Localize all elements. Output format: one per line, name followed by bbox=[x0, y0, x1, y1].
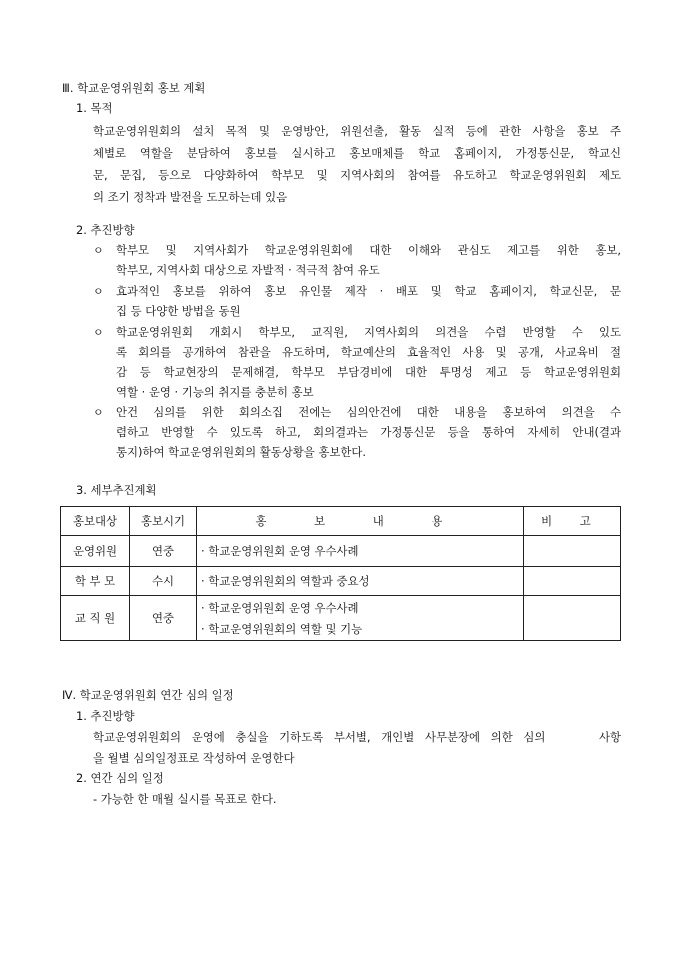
header-contents: 홍 보 내 용 bbox=[197, 507, 524, 536]
purpose-line: 학교운영위원회의 설치 목적 및 운영방안, 위원선출, 활동 실적 등에 관한 사항을 홍보 주 bbox=[93, 124, 621, 138]
bullet-icon: ㅇ bbox=[93, 326, 104, 339]
cell-target: 교 직 원 bbox=[61, 596, 130, 641]
purpose-line: 체별로 역할을 분담하여 홍보를 실시하고 홍보매체를 학교 홈페이지, 가정통신문, 학교신 bbox=[93, 146, 621, 160]
purpose-line: 의 조기 정착과 발전을 도모하는데 있음 bbox=[93, 190, 288, 204]
header-target: 홍보대상 bbox=[61, 507, 130, 536]
direction-item-line: 안건 심의를 위한 회의소집 전에는 심의안건에 대한 내용을 홍보하여 의견을 수 bbox=[116, 405, 621, 419]
cell-contents bbox=[197, 596, 524, 641]
cell-target: 학 부 모 bbox=[61, 567, 130, 596]
cell-timing: 연중 bbox=[130, 596, 197, 641]
direction-item-line: 효과적인 홍보를 위하여 홍보 유인물 제작 · 배포 및 학교 홈페이지, 학교신문, 문 bbox=[116, 284, 621, 298]
purpose-heading: 1. 목적 bbox=[76, 101, 113, 115]
table-row bbox=[61, 536, 621, 567]
header-timing: 홍보시기 bbox=[130, 507, 197, 536]
cell-target: 운영위원 bbox=[61, 536, 130, 567]
direction-heading-4: 1. 추진방향 bbox=[76, 709, 135, 723]
bullet-icon: ㅇ bbox=[93, 406, 104, 419]
direction-item-line: 통지)하여 학교운영위원회의 활동상황을 홍보한다. bbox=[116, 445, 366, 459]
direction-item-line: 록 회의를 공개하여 참관을 유도하며, 학교예산의 효율적인 사용 및 공개, 사교육비 절 bbox=[116, 345, 621, 359]
cell-note bbox=[524, 567, 621, 596]
table-header-row bbox=[61, 507, 621, 536]
schedule-line: - 가능한 한 매월 실시를 목표로 한다. bbox=[93, 792, 277, 806]
direction-item-line: 학부모 및 지역사회가 학교운영위원회에 대한 이해와 관심도 제고를 위한 홍보, bbox=[116, 243, 621, 257]
purpose-line: 문, 문집, 등으로 다양화하여 학부모 및 지역사회의 참여를 유도하고 학교운영위원회 제도 bbox=[93, 168, 621, 182]
section4-direction-line: 학교운영위원회의 운영에 충실을 기하도록 부서별, 개인별 사무분장에 의한 심의 사항 bbox=[93, 730, 621, 744]
direction-item-line: 학교운영위원회 개회시 학부모, 교직원, 지역사회의 의견을 수렴 반영할 수 있도 bbox=[116, 325, 621, 339]
section4-direction-line: 을 월별 심의일정표로 작성하여 운영한다 bbox=[93, 751, 295, 765]
cell-timing: 수시 bbox=[130, 567, 197, 596]
cell-contents-line: · 학교운영위원회 운영 우수사례 bbox=[201, 600, 359, 615]
detail-heading: 3. 세부추진계획 bbox=[76, 483, 157, 497]
cell-contents: · 학교운영위원회 운영 우수사례 bbox=[197, 536, 524, 567]
bullet-icon: ㅇ bbox=[93, 285, 104, 298]
direction-item-line: 역할 · 운영 · 기능의 취지를 충분히 홍보 bbox=[116, 385, 314, 399]
direction-item-line: 집 등 다양한 방법을 동원 bbox=[116, 304, 241, 318]
schedule-heading: 2. 연간 심의 일정 bbox=[76, 771, 164, 785]
section-4-title: Ⅳ. 학교운영위원회 연간 심의 일정 bbox=[62, 688, 234, 702]
table-row bbox=[61, 596, 621, 641]
direction-heading: 2. 추진방향 bbox=[76, 223, 135, 237]
direction-item-line: 렴하고 반영할 수 있도록 하고, 회의결과는 가정통신문 등을 통하여 자세히 안내(결과 bbox=[116, 425, 621, 439]
detail-plan-table bbox=[60, 506, 621, 641]
cell-note bbox=[524, 536, 621, 567]
table-row bbox=[61, 567, 621, 596]
section-3-title: Ⅲ. 학교운영위원회 홍보 계획 bbox=[62, 81, 206, 95]
cell-contents-line: · 학교운영위원회의 역할 및 기능 bbox=[201, 621, 363, 636]
cell-contents: · 학교운영위원회의 역할과 중요성 bbox=[197, 567, 524, 596]
header-note: 비 고 bbox=[524, 507, 621, 536]
direction-item-line: 감 등 학교현장의 문제해결, 학부모 부담경비에 대한 투명성 제고 등 학교운영위원회 bbox=[116, 365, 621, 379]
cell-timing: 연중 bbox=[130, 536, 197, 567]
direction-item-line: 학부모, 지역사회 대상으로 자발적 · 적극적 참여 유도 bbox=[116, 263, 380, 277]
bullet-icon: ㅇ bbox=[93, 244, 104, 257]
cell-note bbox=[524, 596, 621, 641]
